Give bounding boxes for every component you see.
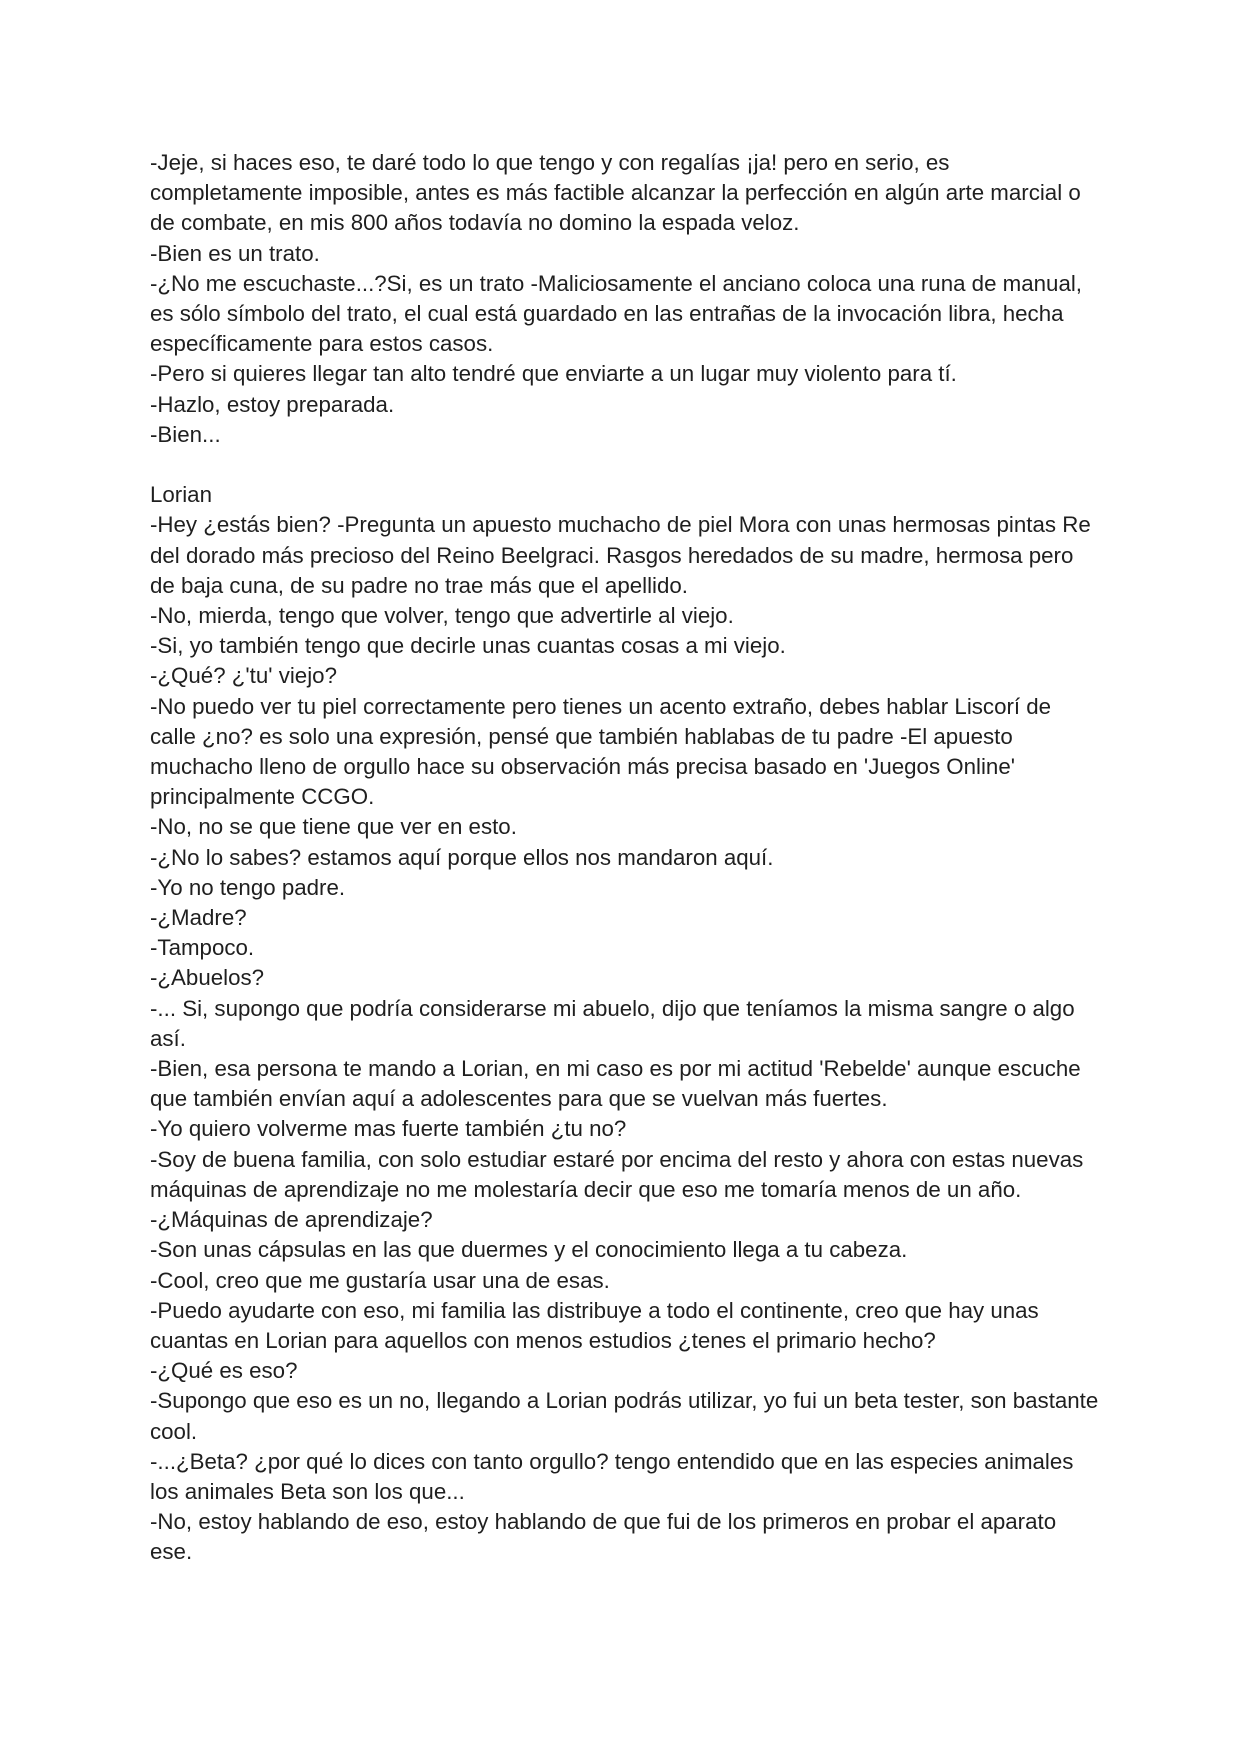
paragraph: -¿Máquinas de aprendizaje? [150, 1207, 433, 1233]
paragraph: -¿Qué es eso? [150, 1358, 298, 1384]
paragraph: -No, no se que tiene que ver en esto. [150, 814, 517, 840]
paragraph: -Bien es un trato. [150, 240, 320, 266]
paragraph: -Bien, esa persona te mando a Lorian, en mi caso es por mi actitud 'Rebelde' aunque escuche que también envían aquí a adolescentes para que se vuelvan más fuertes. [150, 1056, 1081, 1112]
paragraph: -...¿Beta? ¿por qué lo dices con tanto orgullo? tengo entendido que en las especies animales los animales Beta son los que... [150, 1448, 1074, 1504]
paragraph: -Yo no tengo padre. [150, 874, 346, 900]
paragraph: -Yo quiero volverme mas fuerte también ¿tu no? [150, 1116, 627, 1142]
section-heading: Lorian [150, 482, 212, 508]
paragraph: -Tampoco. [150, 935, 255, 961]
paragraph: -... Si, supongo que podría considerarse mi abuelo, dijo que teníamos la misma sangre o algo así. [150, 995, 1075, 1051]
paragraph: -Cool, creo que me gustaría usar una de esas. [150, 1267, 610, 1293]
paragraph: -Hey ¿estás bien? -Pregunta un apuesto muchacho de piel Mora con unas hermosas pintas Re del dorado más precioso del Reino Beelgraci. Rasgos heredados de su madre, hermosa pero de baja cuna, de su padre no trae más que el apellido. [150, 512, 1091, 598]
paragraph: -Supongo que eso es un no, llegando a Lorian podrás utilizar, yo fui un beta tester, son bastante cool. [150, 1388, 1099, 1444]
paragraph: -Puedo ayudarte con eso, mi familia las distribuye a todo el continente, creo que hay unas cuantas en Lorian para aquellos con menos estudios ¿tenes el primario hecho? [150, 1297, 1039, 1353]
blank-line [150, 450, 1100, 480]
paragraph: -Jeje, si haces eso, te daré todo lo que tengo y con regalías ¡ja! pero en serio, es completamente imposible, antes es más factible alcanzar la perfección en algún arte marcial o de combate, en mis 800 años todavía no domino la espada veloz. [150, 150, 1081, 236]
paragraph: -Bien... [150, 421, 221, 447]
paragraph: -Hazlo, estoy preparada. [150, 391, 395, 417]
paragraph: -¿No me escuchaste...?Si, es un trato -Maliciosamente el anciano coloca una runa de manual, es sólo símbolo del trato, el cual está guardado en las entrañas de la invocación libra, hecha específicamente para estos casos. [150, 270, 1083, 357]
paragraph: -¿Abuelos? [150, 965, 265, 991]
document-body [150, 148, 1100, 1568]
paragraph: -Pero si quieres llegar tan alto tendré que enviarte a un lugar muy violento para tí. [150, 361, 957, 387]
paragraph: -No, mierda, tengo que volver, tengo que advertirle al viejo. [150, 603, 734, 629]
paragraph: -¿Qué? ¿'tu' viejo? [150, 663, 337, 689]
paragraph: -¿No lo sabes? estamos aquí porque ellos nos mandaron aquí. [150, 844, 774, 870]
paragraph: -Son unas cápsulas en las que duermes y el conocimiento llega a tu cabeza. [150, 1237, 908, 1263]
paragraph: -Si, yo también tengo que decirle unas cuantas cosas a mi viejo. [150, 633, 786, 659]
paragraph: -No, estoy hablando de eso, estoy hablando de que fui de los primeros en probar el aparato ese. [150, 1509, 1057, 1565]
paragraph: -Soy de buena familia, con solo estudiar estaré por encima del resto y ahora con estas nuevas máquinas de aprendizaje no me molestaría decir que eso me tomaría menos de un año. [150, 1146, 1084, 1202]
paragraph: -¿Madre? [150, 905, 247, 931]
paragraph: -No puedo ver tu piel correctamente pero tienes un acento extraño, debes hablar Liscorí de calle ¿no? es solo una expresión, pensé que también hablabas de tu padre -El apuesto muchacho lleno de orgullo hace su observación más precisa basado en 'Juegos Online' principalmente CCGO. [150, 693, 1052, 810]
